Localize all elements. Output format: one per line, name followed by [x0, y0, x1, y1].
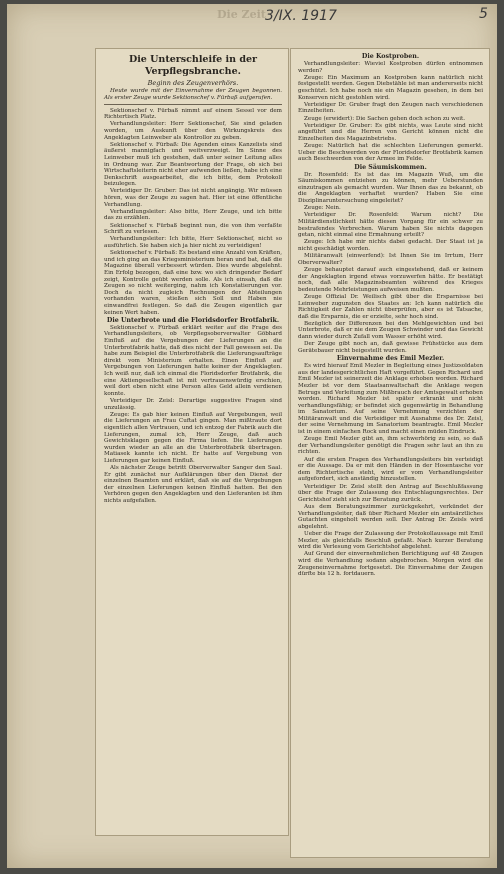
section-heading: Die Kostproben. — [361, 53, 420, 60]
paragraph: Bezüglich der Differenzen bei den Mehlgewichten und bei Unterbrote, daß er nie dem Zeugen Schwinder und das Gewicht dann wieder durch Zufall vom Wasser erhöht wird. — [298, 320, 483, 341]
section-heading: Die Säumiskommen. — [354, 163, 427, 171]
paragraph: Verhandlungsleiter: Ich bitte, Herr Sektionschef, nicht so ausführlich. Sie haben sich ja hier nicht zu verteidigen! — [104, 236, 282, 250]
paragraph: Es wird hierauf Emil Mezler in Begleitung eines Justizsoldaten aus der landesgerichtlichen Haft vorgeführt. Gegen Richard und Emil Mezler ist seinerzeit die Anklage erhoben worden. Richard Mezler ist vor dem Staatsanwaltschaft die Anklage wegen Betrugs und Verleitung zum Mißbrauch der Amtsgewalt erhoben worden. Richard Mezler ist später erkrankt und nicht verhandlungsfähig; er befindet sich gegenwärtig in Behandlung im Sanatorium. Auf seine Vernehmung verzichten der Militäranwalt und die Verteidiger mit Ausnahme des Dr. Zeisl, der seine Vernehmung im Sanatorium beantragte. Emil Mezler ist in einem einfachen Rock und macht einen müden Eindruck. — [298, 363, 483, 436]
clipping-left — [95, 48, 289, 836]
paragraph: Zeuge: Ich habe mir nichts dabei gedacht. Der Staat ist ja nicht geschädigt worden. — [298, 239, 483, 252]
paragraph: Zeuge Offizial Dr. Weilisch gibt über die Ersparnisse bei Leinweber zugunsten des Staates an: Ich kann natürlich die Richtigkeit der Zahlen nicht überprüfen, aber es ist Tatsache, daß die Ersparnis, die er erzielte, sehr hoch sind. — [298, 293, 483, 320]
paragraph: Sektionschef v. Fürbaß beginnt nun, die von ihm verfaßte Schrift zu verlesen. — [104, 222, 282, 236]
clipping-right — [290, 48, 490, 858]
paragraph: Dr. Rosenfeld: Es ist das im Magazin Wuß, um die Säumiskommen entziehen zu können, mehr Ueberstunden einzutragen als gemacht wurden. War Ihnen das zu bekannt, ob die Angeklagten verhaftet wurden? Haben Sie eine Disziplinaruntersuchung eingeleitet? — [298, 171, 483, 205]
paragraph: Verteidiger Dr. Zeisl: Derartige suggestive Fragen sind unzulässig. — [104, 397, 282, 411]
paragraph: Zeuge Emil Mezler gibt an, ihm schwerhörig zu sein, so daß der Verhandlungsleiter genötigt die Fragen sehr laut an ihn zu richten. — [298, 436, 483, 456]
paragraph: Als nächster Zeuge betritt Oberverwalter Sanger den Saal. Er gibt zunächst nur Aufklärungen über den Dienst der einzelnen Beamten und erklärt, daß sie auf die Vergebungen der einzelnen Lieferungen keinen Einfluß hatten. Bei den Verhören gegen den Angeklagten und den Lieferanten ist ihm nichts aufgefallen. — [104, 465, 282, 505]
article-subtitle: Beginn des Zeugenverhörs. — [147, 79, 239, 87]
paragraph: Verteidiger Dr. Zeisl stellt den Antrag auf Beschlußfassung über die Frage der Zulassung des Entschlagungsrechtes. Der Gerichtshof zieht sich zur Beratung zurück. — [298, 483, 483, 503]
divider — [104, 104, 282, 105]
paragraph: Sektionschef v. Fürbaß: Es bestand eine Anzahl von Kräften, und ich ging an das Kriegsministerium heran und bat, daß die Magazine überall verbessert würden. Dies wurde abgelehnt. Ein Erfolg bezogen, daß eine bzw. wo sich dringender Bedarf zeigt, Kontrolle geübt werden solle. Als ich einsah, daß die Zeugen so nicht weiterging, nahm ich Konstatierungen vor. Doch da nicht zugleich Rechnungen der Abteilungen vorhanden waren, stießen sich Soll und Haben nie einwandfrei festlegen. So daß die Zeugen eigentlich gar keinen Wert haben. — [104, 250, 282, 316]
archive-page — [7, 4, 497, 868]
paragraph: Verteidiger Dr. Gruber fragt den Zeugen nach verschiedenen Einzelheiten. — [298, 101, 483, 115]
paragraph: Auf die ersten Fragen des Verhandlungsleiters bin verteidigt er die Aussage. Da er mit den Händen in der Hosentasche vor dem Richtertische steht, wird er vom Verhandlungsleiter aufgefordert, sich anständig hinzustellen. — [298, 456, 483, 483]
article-lead: Heute wurde mit der Einvernahme der Zeugen begonnen. Als erster Zeuge wurde Sektionschef v. Fürbaß aufgerufen. — [104, 88, 282, 101]
paragraph: Ueber die Frage der Zulassung der Protokollaussage mit Emil Mezler, als gleichfalls Beschluß gefaßt. Nach kurzer Beratung wird die Verlesung vom Gerichtshof abgelehnt. — [298, 530, 483, 551]
paragraph: Aus dem Beratungszimmer zurückgekehrt, verkündet der Verhandlungsleiter, daß über Richard Mezler ein amtsärztliches Gutachten eingeholt werden soll. Der Antrag Dr. Zeisls wird abgelehnt. — [298, 503, 483, 530]
handwritten-date: 3/IX. 1917 — [265, 8, 337, 24]
paragraph: Der Zeuge gibt noch an, daß gewisse Frühstücke aus dem Gerätebauer nicht beigestellt wurden. — [298, 341, 483, 354]
paragraph: Zeuge: Es gab hier keinen Einfluß auf Vergebungen, weil die Lieferungen an Frau Cuftat gingen. Man mißtraute dort eigentlich allen Vertrauen, und ich entzog der Fabrik auch die Lieferungen, zumal ich, Herr Zeuge, daß auch Gewichtsklagen gegen die Firma liefen. Die Lieferungen wurden wieder an alle an die Unterbrotfabrik übertragen. Matiasek kannte ich nicht. Er hatte auf Vergebung von Lieferungen gar keinen Einfluß. — [104, 411, 282, 464]
section-heading: Einvernahme des Emil Mezler. — [336, 355, 445, 363]
left-column — [104, 53, 282, 505]
paragraph: Militäranwalt (einwerfend): Ist Ihnen Sie im Irrtum, Herr Oberverwalter? — [298, 253, 483, 266]
paragraph: Verteidiger Dr. Rosenfeld: Warum nicht? Die Militärdienstlichkeit hätte diesen Vorgang für ein schwer zu bestrafendes Verbrechen. Warum haben Sie nichts dagegen getan, nicht einmal eine Ermahnung erteilt? — [298, 212, 483, 239]
paragraph: Verteidiger Dr. Gruber: Es gibt nichts, was Leute sind nicht angeführt und die Herren von Gericht können nicht die Einzelheiten des Magazinbetriebs. — [298, 122, 483, 142]
paragraph: Auf Grund der einvernehmlichen Berichtigung auf 48 Zeugen wird die Verhandlung sodann abgebrochen. Morgen wird die Zeugeneinvernahme fortgesetzt. Die Einvernahme der Zeugen dürfte bis 12 h. fortdauern. — [298, 551, 483, 578]
section-heading: Die Unterbrote und die Floridsdorfer Brotfabrik. — [106, 316, 280, 324]
paragraph: Verhandlungsleiter: Wieviel Kostproben dürfen entnommen werden? — [298, 61, 483, 74]
paragraph: Zeuge: Ein Maximum an Kostproben kann natürlich nicht festgestellt werden. Gegen Diebstähle ist man andererseits nicht geschützt. Ich habe noch nie ein Magazin gesehen, in dem bei Konserven nicht gestohlen wird. — [298, 74, 483, 101]
paragraph: Zeuge: Natürlich hat die schlechten Lieferungen gemerkt. Ueber die Beschwerden von der Floridsdorfer Brotfabrik kamen auch Beschwerden von der Armee im Felde. — [298, 143, 483, 163]
paragraph: Zeuge (erwidert): Die Sachen gehen doch schon zu weit. — [304, 115, 466, 122]
paragraph: Sektionschef v. Fürbaß: Die Agenden eines Kanzelists sind äußerst mannigfach und weitverzweigt. Im Sinne des Leinweber muß ich gestehen, daß unter seiner Leitung alles in Ordnung war. Zur Beantwortung der Frage, ob sich bei Wirtschaftsleiterin nicht eher aufwenden ließen, habe ich eine Denkschrift ausgearbeitet, die ich bitte, dem Protokoll beizulegen. — [104, 141, 282, 188]
paragraph: Sektionschef v. Fürbaß nimmt auf einem Sessel vor dem Richtertisch Platz. — [104, 107, 282, 121]
newspaper-masthead-fragment: Die Zeit — [217, 8, 266, 21]
article-title: Die Unterschleife in der Verpflegsbranche. — [128, 54, 258, 77]
paragraph: Sektionschef v. Fürbaß erklärt weiter auf die Frage des Verhandlungsleiters, ob Verpflegsoberverwalter Göbhard Einfluß auf die Vergebungen der Lieferungen an die Unterbrotfabrik hatte, daß dies nicht der Fall gewesen sei. Da habe zum Beispiel die Unterbrotfabrik die Lieferungsaufträge direkt vom Ministerium erhalten. Einen Einfluß auf Vergebungen von Lieferungen hatte keiner der Angeklagten. Ich weiß nur, daß ich einmal die Floridsdorfer Brotfabrik, die eine Aktiengesellschaft ist mit vertrauenswürdig erschien, weil dort eben nicht eine Person alles Geld allein verdienen konnte. — [104, 324, 282, 397]
right-column — [298, 53, 483, 578]
paragraph: Verhandlungsleiter: Also bitte, Herr Zeuge, und ich bitte das zu erzählen. — [104, 208, 282, 222]
paragraph: Zeuge: Nein. — [304, 205, 341, 212]
paragraph: Verhandlungsleiter: Herr Sektionschef, Sie sind geladen worden, um Auskunft über den Wirkungskreis des Angeklagten Leinweber als Kontrollor zu geben. — [104, 121, 282, 141]
paragraph: Zeuge behauptet darauf auch eingestehend, daß er keinem der Angeklagten irgend etwas vorzuwerfen hätte. Er bestätigt noch, daß alle Magazinsbeamten während des Krieges bedeutende Mehrleistungen aufweisen mußten. — [298, 266, 483, 293]
paragraph: Verteidiger Dr. Gruber: Das ist nicht angängig. Wir müssen hören, was der Zeuge zu sagen hat. Hier ist eine öffentliche Verhandlung. — [104, 188, 282, 208]
handwritten-page-number: 5 — [479, 6, 488, 22]
